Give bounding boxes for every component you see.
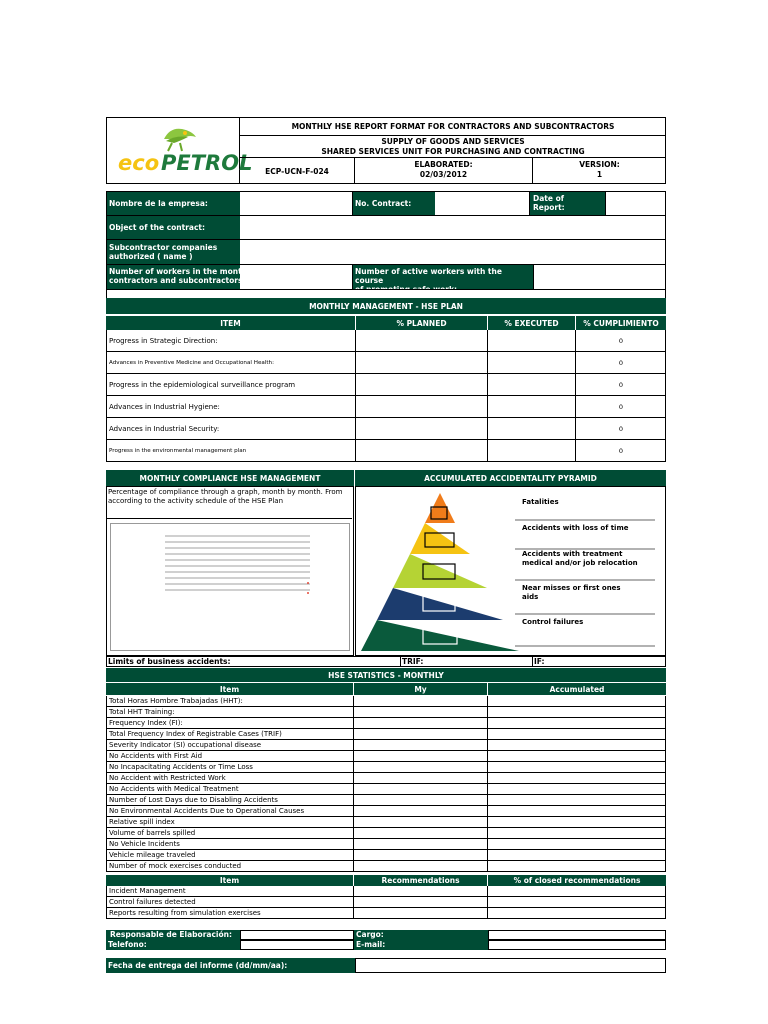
rec-row-item: Control failures detected bbox=[106, 897, 354, 908]
pyramid-label-control: Control failures bbox=[522, 618, 584, 626]
logo-cell bbox=[106, 117, 253, 184]
stats-row-item: Frequency Index (FI): bbox=[106, 718, 354, 729]
plan-row-compliance: 0 bbox=[576, 352, 666, 374]
plan-row-planned[interactable] bbox=[356, 352, 488, 374]
workers-label-line-1: Number of workers in the month ( bbox=[109, 267, 254, 276]
hse-plan-title: MONTHLY MANAGEMENT - HSE PLAN bbox=[106, 298, 666, 314]
active-workers-label-line-2: of promoting safe work: bbox=[355, 285, 457, 294]
pyramid-level-medical bbox=[393, 554, 487, 588]
rec-row-recommendations[interactable] bbox=[354, 886, 488, 897]
stats-row-item: No Incapacitating Accidents or Time Loss bbox=[106, 762, 354, 773]
stats-row-item: Number of mock exercises conducted bbox=[106, 861, 354, 872]
rec-col-item: Item bbox=[106, 875, 353, 886]
limits-label: Limits of business accidents: bbox=[108, 657, 231, 666]
stats-row-my[interactable] bbox=[354, 729, 488, 740]
compliance-text bbox=[108, 488, 354, 506]
stats-row-item: Total Frequency Index of Registrable Cases (TRIF) bbox=[106, 729, 354, 740]
elaborated-label: ELABORATED: bbox=[414, 160, 473, 169]
pyramid-label-fatalities: Fatalities bbox=[522, 498, 559, 506]
stats-row-my[interactable] bbox=[354, 773, 488, 784]
stats-row-item: Severity Indicator (SI) occupational disease bbox=[106, 740, 354, 751]
plan-row-planned[interactable] bbox=[356, 440, 488, 462]
contract-object-label: Object of the contract: bbox=[107, 216, 240, 239]
stats-row-item: Volume of barrels spilled bbox=[106, 828, 354, 839]
stats-row-item: Number of Lost Days due to Disabling Accidents bbox=[106, 795, 354, 806]
stats-row-accumulated[interactable] bbox=[488, 773, 666, 784]
stats-row-item: Total HHT Training: bbox=[106, 707, 354, 718]
accidentality-pyramid bbox=[355, 486, 666, 656]
subcontractor-field[interactable] bbox=[240, 240, 665, 264]
rec-row-closed[interactable] bbox=[488, 886, 666, 897]
cargo-label: Cargo: bbox=[354, 930, 488, 940]
compliance-chart-grid bbox=[160, 528, 320, 598]
stats-col-item: Item bbox=[106, 683, 353, 695]
plan-row-planned[interactable] bbox=[356, 374, 488, 396]
report-subtitle bbox=[240, 136, 666, 158]
elaborated-date: 02/03/2012 bbox=[419, 170, 468, 179]
compliance-title: MONTHLY COMPLIANCE HSE MANAGEMENT bbox=[106, 470, 354, 486]
stats-row-accumulated[interactable] bbox=[488, 850, 666, 861]
ecopetrol-logo-icon bbox=[106, 117, 253, 184]
rec-col-recommendations: Recommendations bbox=[354, 875, 487, 886]
plan-row-planned[interactable] bbox=[356, 396, 488, 418]
stats-title: HSE STATISTICS - MONTHLY bbox=[106, 668, 666, 682]
subcontractor-label bbox=[107, 240, 240, 264]
workers-label bbox=[107, 265, 254, 289]
version-label: VERSION: bbox=[579, 160, 620, 169]
stats-row-accumulated[interactable] bbox=[488, 817, 666, 828]
stats-row-accumulated[interactable] bbox=[488, 718, 666, 729]
report-title: MONTHLY HSE REPORT FORMAT FOR CONTRACTORS AND SUBCONTRACTORS bbox=[240, 117, 666, 136]
stats-row-item: Vehicle mileage traveled bbox=[106, 850, 354, 861]
stats-row-my[interactable] bbox=[354, 839, 488, 850]
pyramid-label-near-miss: Near misses or first ones aids bbox=[522, 584, 621, 601]
rec-row-recommendations[interactable] bbox=[354, 908, 488, 919]
plan-row-executed[interactable] bbox=[488, 352, 576, 374]
stats-row-item: Relative spill index bbox=[106, 817, 354, 828]
stats-row-my[interactable] bbox=[354, 751, 488, 762]
stats-row-item: No Accidents with Medical Treatment bbox=[106, 784, 354, 795]
plan-row-planned[interactable] bbox=[356, 418, 488, 440]
document-code: ECP-UCN-F-024 bbox=[240, 158, 355, 184]
svg-text:PETROL: PETROL bbox=[161, 151, 253, 175]
contract-object-field[interactable] bbox=[240, 216, 665, 239]
plan-row-item: Advances in Industrial Hygiene: bbox=[106, 396, 356, 418]
plan-row-executed[interactable] bbox=[488, 418, 576, 440]
elaborated-cell bbox=[355, 158, 533, 184]
stats-row-item: Total Horas Hombre Trabajadas (HHT): bbox=[106, 696, 354, 707]
stats-row-accumulated[interactable] bbox=[488, 707, 666, 718]
stats-row-my[interactable] bbox=[354, 707, 488, 718]
subcontractor-label-line-2: authorized ( name ) bbox=[109, 252, 193, 261]
rec-row-closed[interactable] bbox=[488, 908, 666, 919]
report-date-label-bg bbox=[578, 192, 605, 215]
stats-row-accumulated[interactable] bbox=[488, 762, 666, 773]
plan-row-item: Advances in Industrial Security: bbox=[106, 418, 356, 440]
plan-row-compliance: 0 bbox=[576, 440, 666, 462]
if-label: IF: bbox=[534, 657, 545, 666]
active-workers-field[interactable] bbox=[533, 265, 665, 289]
subtitle-line-2: SHARED SERVICES UNIT FOR PURCHASING AND CONTRACTING bbox=[321, 147, 585, 156]
contract-number-label: No. Contract: bbox=[353, 192, 435, 215]
plan-row-compliance: 0 bbox=[576, 374, 666, 396]
compliance-text-line-1: Percentage of compliance through a graph, month by month. From bbox=[108, 488, 343, 496]
plan-col-item: ITEM bbox=[106, 316, 355, 330]
report-date-label: Date of Report: bbox=[530, 192, 578, 215]
trif-label: TRIF: bbox=[402, 657, 424, 666]
stats-row-item: No Accident with Restricted Work bbox=[106, 773, 354, 784]
rec-row-item: Reports resulting from simulation exercises bbox=[106, 908, 354, 919]
stats-row-my[interactable] bbox=[354, 696, 488, 707]
workers-label-line-2: contractors and subcontractors bbox=[109, 276, 243, 285]
limits-divider-1 bbox=[400, 656, 401, 667]
stats-row-accumulated[interactable] bbox=[488, 751, 666, 762]
pyramid-label-lost-time: Accidents with loss of time bbox=[522, 524, 629, 532]
plan-row-compliance: 0 bbox=[576, 396, 666, 418]
pyramid-label-medical: Accidents with treatment medical and/or job relocation bbox=[522, 550, 638, 567]
compliance-text-divider bbox=[106, 518, 352, 519]
active-workers-label bbox=[353, 265, 533, 294]
plan-col-compliance: % CUMPLIMIENTO bbox=[576, 316, 666, 330]
stats-row-accumulated[interactable] bbox=[488, 784, 666, 795]
pyramid-level-control bbox=[361, 620, 519, 651]
rec-col-closed: % of closed recommendations bbox=[488, 875, 666, 886]
stats-row-my[interactable] bbox=[354, 718, 488, 729]
stats-row-my[interactable] bbox=[354, 806, 488, 817]
svg-text:eco: eco bbox=[118, 151, 160, 175]
plan-row-executed[interactable] bbox=[488, 374, 576, 396]
subcontractor-label-line-1: Subcontractor companies bbox=[109, 243, 218, 252]
phone-label: Telefono: bbox=[106, 940, 240, 950]
company-name-field[interactable] bbox=[240, 192, 353, 215]
delivery-date-label: Fecha de entrega del informe (dd/mm/aa): bbox=[106, 958, 355, 973]
company-name-label: Nombre de la empresa: bbox=[107, 192, 240, 215]
report-date-field[interactable] bbox=[605, 192, 665, 215]
plan-row-executed[interactable] bbox=[488, 330, 576, 352]
plan-row-compliance: 0 bbox=[576, 330, 666, 352]
pyramid-level-near-miss bbox=[377, 588, 503, 620]
rec-row-recommendations[interactable] bbox=[354, 897, 488, 908]
compliance-text-line-2: according to the activity schedule of the HSE Plan bbox=[108, 497, 284, 505]
stats-row-my[interactable] bbox=[354, 795, 488, 806]
stats-row-item: No Accidents with First Aid bbox=[106, 751, 354, 762]
email-field[interactable] bbox=[488, 940, 666, 950]
stats-row-my[interactable] bbox=[354, 850, 488, 861]
stats-row-my[interactable] bbox=[354, 861, 488, 872]
stats-col-accumulated: Accumulated bbox=[488, 683, 666, 695]
delivery-date-field[interactable] bbox=[355, 958, 666, 973]
rec-row-closed[interactable] bbox=[488, 897, 666, 908]
responsible-field[interactable] bbox=[240, 930, 354, 940]
plan-row-compliance: 0 bbox=[576, 418, 666, 440]
stats-row-my[interactable] bbox=[354, 762, 488, 773]
info-divider-4 bbox=[107, 289, 665, 290]
pyramid-title: ACCUMULATED ACCIDENTALITY PYRAMID bbox=[355, 470, 666, 486]
responsible-label: Responsable de Elaboración: bbox=[106, 930, 240, 940]
version-cell bbox=[533, 158, 666, 184]
stats-row-accumulated[interactable] bbox=[488, 828, 666, 839]
stats-row-accumulated[interactable] bbox=[488, 806, 666, 817]
stats-row-item: No Vehicle Incidents bbox=[106, 839, 354, 850]
plan-row-item: Progress in Strategic Direction: bbox=[106, 330, 356, 352]
stats-row-my[interactable] bbox=[354, 828, 488, 839]
plan-col-executed: % EXECUTED bbox=[488, 316, 575, 330]
email-label: E-mail: bbox=[354, 940, 488, 950]
version-value: 1 bbox=[596, 170, 603, 179]
phone-field[interactable] bbox=[240, 940, 354, 950]
plan-row-executed[interactable] bbox=[488, 396, 576, 418]
plan-row-executed[interactable] bbox=[488, 440, 576, 462]
stats-row-item: No Environmental Accidents Due to Operational Causes bbox=[106, 806, 354, 817]
plan-col-planned: % PLANNED bbox=[356, 316, 487, 330]
limits-divider-2 bbox=[532, 656, 533, 667]
stats-row-accumulated[interactable] bbox=[488, 696, 666, 707]
contract-number-field[interactable] bbox=[435, 192, 530, 215]
plan-row-planned[interactable] bbox=[356, 330, 488, 352]
stats-row-accumulated[interactable] bbox=[488, 729, 666, 740]
rec-row-item: Incident Management bbox=[106, 886, 354, 897]
stats-row-accumulated[interactable] bbox=[488, 861, 666, 872]
stats-row-accumulated[interactable] bbox=[488, 839, 666, 850]
active-workers-label-line-1: Number of active workers with the course bbox=[355, 267, 502, 285]
stats-row-my[interactable] bbox=[354, 817, 488, 828]
subtitle-line-1: SUPPLY OF GOODS AND SERVICES bbox=[381, 137, 525, 146]
plan-row-item: Progress in the epidemiological surveillance program bbox=[106, 374, 356, 396]
stats-row-my[interactable] bbox=[354, 740, 488, 751]
pyramid-level-lost-time bbox=[410, 523, 470, 554]
stats-row-accumulated[interactable] bbox=[488, 795, 666, 806]
plan-row-item: Advances in Preventive Medicine and Occupational Health: bbox=[106, 352, 356, 374]
workers-field[interactable] bbox=[240, 265, 353, 289]
stats-row-my[interactable] bbox=[354, 784, 488, 795]
stats-col-my: My bbox=[354, 683, 487, 695]
plan-row-item: Progress in the environmental management plan bbox=[106, 440, 356, 462]
cargo-field[interactable] bbox=[488, 930, 666, 940]
stats-row-accumulated[interactable] bbox=[488, 740, 666, 751]
